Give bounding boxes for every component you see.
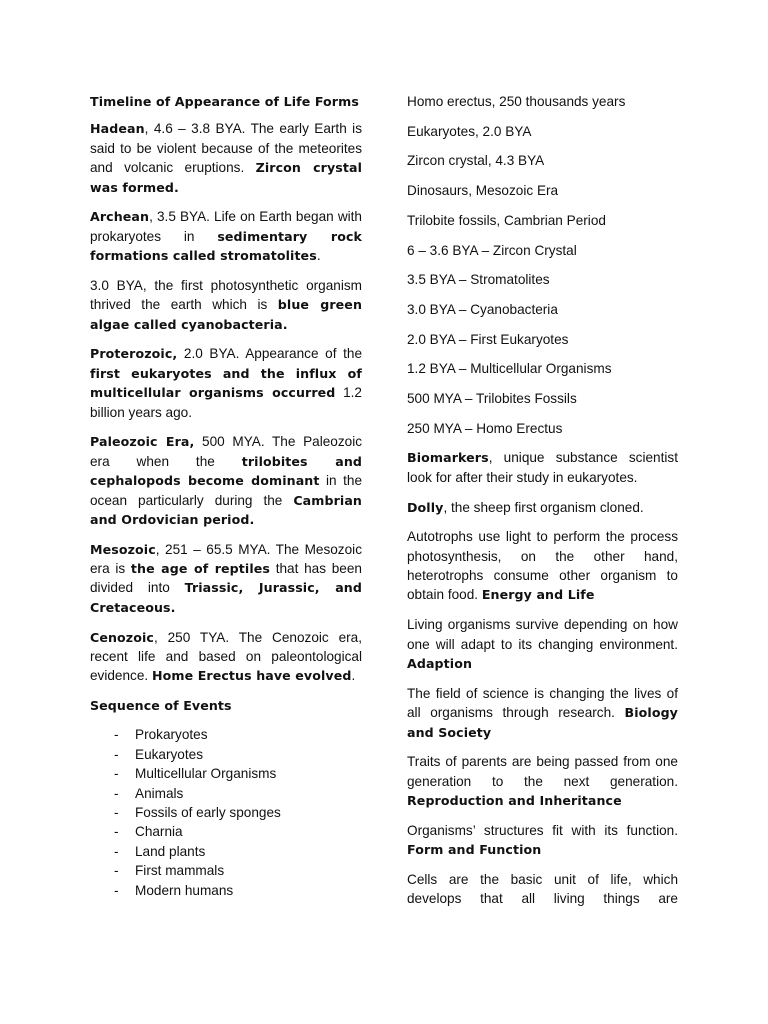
timeline-line: 1.2 BYA – Multicellular Organisms [407,361,612,377]
paragraph-biology-and-society: The field of science is changing the lives of all organisms through research. Biology and Society [407,685,678,740]
timeline-line: Dinosaurs, Mesozoic Era [407,183,559,199]
sequence-title: Sequence of Events [90,698,232,714]
timeline-line: 250 MYA – Homo Erectus [407,420,563,436]
timeline-line: Homo erectus, 250 thousands years [407,94,626,109]
paragraph-paleozoic: Paleozoic Era, 500 MYA. The Paleozoic era when the trilobites and cephalopods become dominant in the ocean particularly during the Cambrian and Ordovician period. [90,434,363,527]
timeline-line: 3.0 BYA – Cyanobacteria [407,301,558,317]
list-item: - Land plants [114,842,362,861]
list-item: - Prokaryotes [114,725,362,744]
timeline-line: Trilobite fossils, Cambrian Period [407,212,606,228]
right-column [407,92,678,919]
section-title: Timeline of Appearance of Life Forms [90,94,359,109]
sequence-list [114,725,362,900]
paragraph-reproduction: Traits of parents are being passed from one generation to the next generation. Reproduction and Inheritance [407,754,678,809]
paragraph-cenozoic: Cenozoic, 250 TYA. The Cenozoic era, recent life and based on paleontological evidence. Home Erectus have evolved. [90,629,362,684]
left-column [90,92,362,900]
list-item: - First mammals [114,861,362,880]
timeline-line: 2.0 BYA – First Eukaryotes [407,331,569,347]
paragraph-energy-and-life: Autotrophs use light to perform the process photosynthesis, on the other hand, heterotrophs consume other organism to obtain food. Energy and Life [407,529,678,603]
timeline-line: 500 MYA – Trilobites Fossils [407,391,577,407]
paragraph-dolly: Dolly, the sheep first organism cloned. [407,499,644,515]
timeline-line: Eukaryotes, 2.0 BYA [407,123,532,139]
list-item: - Charnia [114,822,362,841]
paragraph-proterozoic: Proterozoic, 2.0 BYA. Appearance of the first eukaryotes and the influx of multicellular organisms occurred 1.2 billion years ago. [90,346,362,420]
paragraph-cells: Cells are the basic unit of life, which develops that all living things are [407,871,678,907]
list-item: - Eukaryotes [114,745,362,764]
list-item: - Animals [114,784,362,803]
paragraph-adaption: Living organisms survive depending on how one will adapt to its changing environment. Adaption [407,617,678,671]
paragraph-form-and-function: Organisms’ structures fit with its function. Form and Function [407,822,678,858]
paragraph-cyanobacteria: 3.0 BYA, the first photosynthetic organism thrived the earth which is blue green algae called cyanobacteria. [90,277,363,332]
list-item: - Fossils of early sponges [114,803,362,822]
paragraph-biomarkers: Biomarkers, unique substance scientist look for after their study in eukaryotes. [407,450,678,485]
list-item: - Multicellular Organisms [114,764,362,783]
paragraph-archean: Archean, 3.5 BYA. Life on Earth began with prokaryotes in sedimentary rock formations called stromatolites. [90,209,363,264]
paragraph-mesozoic: Mesozoic, 251 – 65.5 MYA. The Mesozoic era is the age of reptiles that has been divided into Triassic, Jurassic, and Cretaceous. [90,541,362,615]
paragraph-hadean: Hadean, 4.6 – 3.8 BYA. The early Earth is said to be violent because of the meteorites and volcanic eruptions. Zircon crystal was formed. [90,121,362,195]
list-item: - Modern humans [114,881,362,900]
timeline-line: Zircon crystal, 4.3 BYA [407,153,545,169]
timeline-line: 6 – 3.6 BYA – Zircon Crystal [407,242,577,258]
timeline-line: 3.5 BYA – Stromatolites [407,272,550,288]
